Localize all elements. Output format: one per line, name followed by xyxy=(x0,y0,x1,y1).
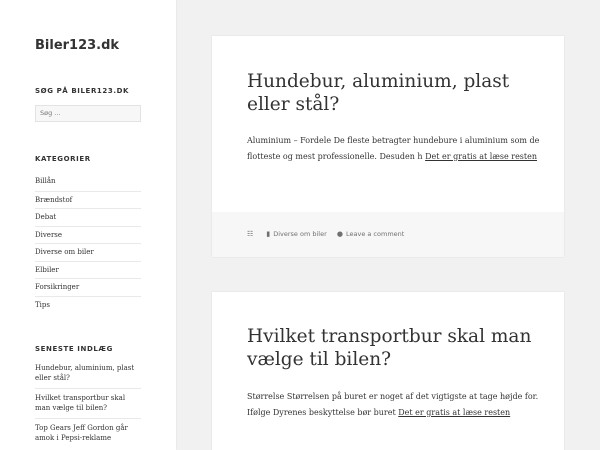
search-widget-title: SØG PÅ BILER123.DK xyxy=(35,87,130,95)
post-card xyxy=(212,292,564,450)
category-item-braendstof[interactable]: Brændstof xyxy=(35,191,141,209)
post-excerpt xyxy=(247,389,547,420)
category-item-forsikringer[interactable]: Forsikringer xyxy=(35,278,141,296)
post-footer xyxy=(212,212,564,257)
recent-post-link[interactable]: Hundebur, aluminium, plast eller stål? xyxy=(35,364,135,382)
category-item-billan[interactable]: Billån xyxy=(35,177,56,185)
calendar-icon[interactable]: ☷ xyxy=(247,230,254,238)
post-card xyxy=(212,36,564,257)
post-title[interactable]: Hvilket transportbur skal man vælge til bilen? xyxy=(247,326,532,370)
post-excerpt xyxy=(247,133,547,164)
read-more-link[interactable]: Det er gratis at læse resten xyxy=(425,151,538,161)
comment-icon: ● xyxy=(336,230,343,238)
read-more-link[interactable]: Det er gratis at læse resten xyxy=(398,407,511,417)
category-item-debat[interactable]: Debat xyxy=(35,208,141,226)
post-excerpt-text: Aluminium – Fordele De fleste betragter hundebure i aluminium som de flotteste og mest professionelle. Desuden h xyxy=(247,136,540,161)
leave-comment-link[interactable]: Leave a comment xyxy=(345,230,405,238)
recent-posts-widget-title: SENESTE INDLÆG xyxy=(35,345,113,353)
category-item-diverse[interactable]: Diverse xyxy=(35,226,141,244)
post-category-link[interactable]: Diverse om biler xyxy=(273,230,327,238)
recent-posts-list xyxy=(35,363,141,448)
site-title[interactable]: Biler123.dk xyxy=(35,38,120,53)
category-item-elbiler[interactable]: Elbiler xyxy=(35,261,141,279)
folder-icon: ▮ xyxy=(266,230,271,238)
recent-post-link[interactable]: Top Gears Jeff Gordon går amok i Pepsi-reklame xyxy=(35,418,141,448)
category-list xyxy=(35,173,141,313)
recent-post-link[interactable]: Hvilket transportbur skal man vælge til bilen? xyxy=(35,388,141,418)
category-item-tips[interactable]: Tips xyxy=(35,296,141,314)
search-input[interactable]: Søg ... xyxy=(35,105,141,122)
sidebar xyxy=(0,0,176,450)
category-item-diverse-om-biler[interactable]: Diverse om biler xyxy=(35,243,141,261)
post-excerpt-text: Størrelse Størrelsen på buret er noget af det vigtigste at tage højde for. Ifølge Dyrenes beskyttelse bør buret xyxy=(247,392,539,417)
post-title[interactable]: Hundebur, aluminium, plast eller stål? xyxy=(247,71,510,115)
categories-widget-title: KATEGORIER xyxy=(35,155,91,163)
